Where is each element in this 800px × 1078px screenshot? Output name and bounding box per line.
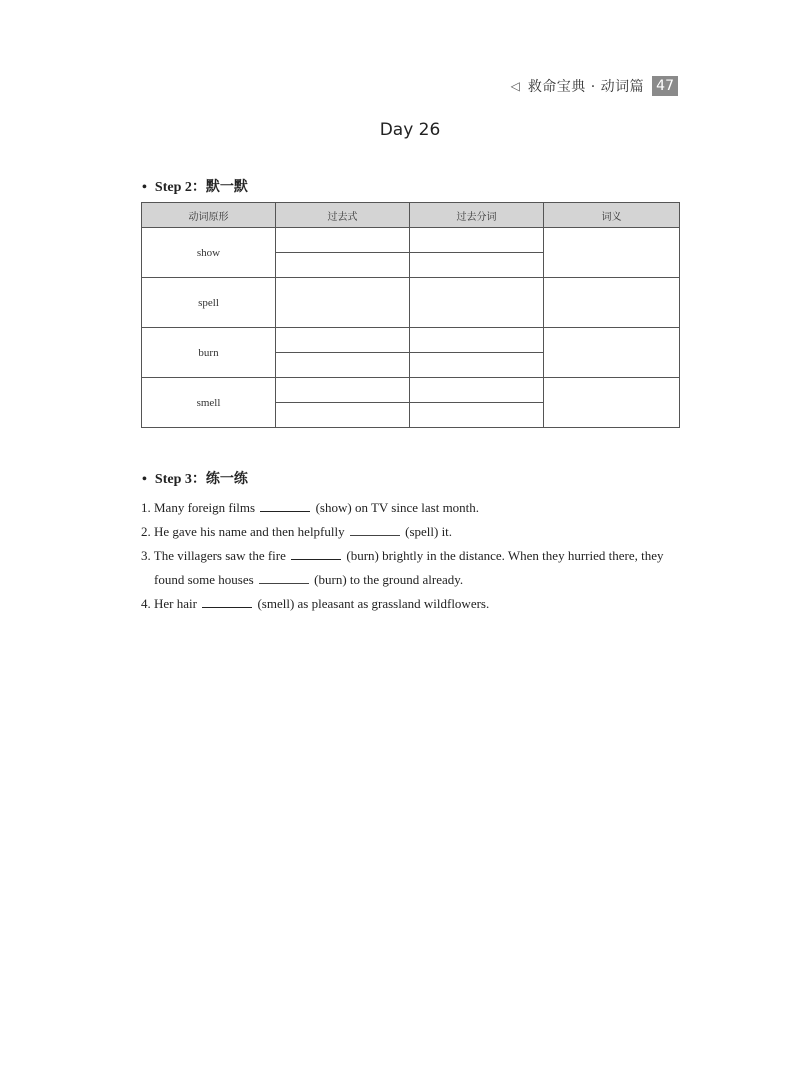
table-row <box>142 278 680 328</box>
meaning-blank[interactable] <box>544 328 680 378</box>
exercise-item-3 <box>141 544 681 568</box>
past-participle-blank[interactable] <box>410 403 544 428</box>
question-text: (show) on TV since last month. <box>315 500 480 515</box>
answer-blank[interactable] <box>291 547 341 560</box>
verb-cell-burn: burn <box>142 328 276 378</box>
table-header-row <box>142 203 680 228</box>
exercise-item-4 <box>141 592 681 616</box>
verb-table <box>141 202 680 428</box>
verb-cell-spell: spell <box>142 278 276 328</box>
column-header-meaning: 词义 <box>544 203 680 228</box>
bullet-icon: • <box>142 180 147 195</box>
past-tense-blank[interactable] <box>276 353 410 378</box>
answer-blank[interactable] <box>350 523 400 536</box>
step3-heading <box>142 468 248 488</box>
step2-heading <box>142 176 248 196</box>
past-participle-blank[interactable] <box>410 353 544 378</box>
step2-label: Step 2：默一默 <box>154 180 248 195</box>
past-tense-blank[interactable] <box>276 328 410 353</box>
question-text: 1. Many foreign films <box>141 500 256 515</box>
answer-blank[interactable] <box>260 499 310 512</box>
past-participle-blank[interactable] <box>410 228 544 253</box>
question-text: (burn) brightly in the distance. When they hurried there, they <box>346 548 664 563</box>
exercise-item-3-continued <box>141 568 681 592</box>
answer-blank[interactable] <box>259 571 309 584</box>
table-row <box>142 228 680 253</box>
past-tense-blank[interactable] <box>276 228 410 253</box>
meaning-blank[interactable] <box>544 278 680 328</box>
past-participle-blank[interactable] <box>410 278 544 328</box>
page-title: Day 26 <box>379 120 441 140</box>
past-tense-blank[interactable] <box>276 378 410 403</box>
header-title: 救命宝典 · 动词篇 <box>527 79 645 95</box>
page-number: 47 <box>652 76 678 96</box>
triangle-marker-icon: ◁ <box>510 79 520 93</box>
table-row <box>142 328 680 353</box>
column-header-past-tense: 过去式 <box>276 203 410 228</box>
exercise-list <box>141 496 681 616</box>
column-header-base-form: 动词原形 <box>142 203 276 228</box>
past-participle-blank[interactable] <box>410 253 544 278</box>
page-header <box>511 76 678 96</box>
verb-cell-smell: smell <box>142 378 276 428</box>
question-text: (spell) it. <box>405 524 453 539</box>
step3-label: Step 3：练一练 <box>154 472 248 487</box>
answer-blank[interactable] <box>202 595 252 608</box>
question-text: found some houses <box>154 572 254 587</box>
question-text: 3. The villagers saw the fire <box>141 548 286 563</box>
past-participle-blank[interactable] <box>410 328 544 353</box>
table-row <box>142 378 680 403</box>
bullet-icon: • <box>142 472 147 487</box>
meaning-blank[interactable] <box>544 228 680 278</box>
exercise-item-1 <box>141 496 681 520</box>
question-text: 4. Her hair <box>141 596 197 611</box>
past-tense-blank[interactable] <box>276 278 410 328</box>
question-text: 2. He gave his name and then helpfully <box>141 524 345 539</box>
past-tense-blank[interactable] <box>276 253 410 278</box>
verb-cell-show: show <box>142 228 276 278</box>
meaning-blank[interactable] <box>544 378 680 428</box>
column-header-past-participle: 过去分词 <box>410 203 544 228</box>
question-text: (smell) as pleasant as grassland wildflowers. <box>257 596 490 611</box>
exercise-item-2 <box>141 520 681 544</box>
past-tense-blank[interactable] <box>276 403 410 428</box>
past-participle-blank[interactable] <box>410 378 544 403</box>
question-text: (burn) to the ground already. <box>314 572 464 587</box>
